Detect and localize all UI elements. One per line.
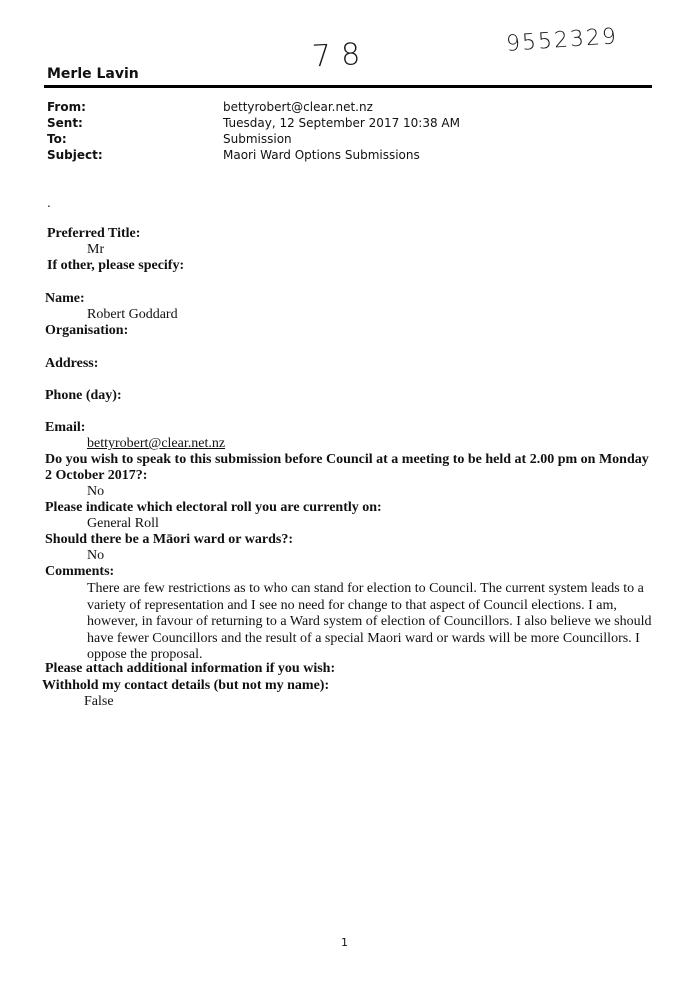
subject-label: Subject: bbox=[47, 148, 103, 162]
sender-name: Merle Lavin bbox=[47, 66, 139, 82]
withhold-value: False bbox=[84, 694, 114, 709]
header-rule bbox=[44, 85, 652, 88]
withhold-label: Withhold my contact details (but not my name): bbox=[42, 678, 330, 693]
comments-text: There are few restrictions as to who can stand for election to Council. The current system leads to a variety of representation and I see no need for change to that aspect of Council elections. I am, however, in favour of returning to a Ward system of election of Councillors. I also believe we should have fewer Councillors and the result of a special Maori ward or wards will be more Councillors. I oppose the proposal. bbox=[87, 581, 652, 662]
stray-dot: . bbox=[47, 196, 51, 210]
sent-value: Tuesday, 12 September 2017 10:38 AM bbox=[223, 116, 460, 130]
speak-label-line2: 2 October 2017?: bbox=[45, 468, 148, 483]
roll-value: General Roll bbox=[87, 516, 159, 531]
preferred-title-value: Mr bbox=[87, 242, 105, 257]
sent-label: Sent: bbox=[47, 116, 83, 130]
speak-label-line1: Do you wish to speak to this submission before Council at a meeting to be held at 2.00 pm on Monday bbox=[45, 452, 649, 467]
if-other-label: If other, please specify: bbox=[47, 258, 185, 273]
email-link[interactable]: bettyrobert@clear.net.nz bbox=[87, 436, 226, 451]
subject-value: Maori Ward Options Submissions bbox=[223, 148, 420, 162]
maori-ward-value: No bbox=[87, 548, 105, 563]
handwritten-number: 78 bbox=[311, 36, 372, 75]
comments-label: Comments: bbox=[45, 564, 115, 579]
phone-label: Phone (day): bbox=[45, 388, 122, 403]
from-label: From: bbox=[47, 100, 86, 114]
to-label: To: bbox=[47, 132, 67, 146]
name-value: Robert Goddard bbox=[87, 307, 178, 322]
attach-label: Please attach additional information if you wish: bbox=[45, 661, 336, 676]
from-value: bettyrobert@clear.net.nz bbox=[223, 100, 373, 114]
roll-label: Please indicate which electoral roll you are currently on: bbox=[45, 500, 382, 515]
preferred-title-label: Preferred Title: bbox=[47, 226, 141, 241]
organisation-label: Organisation: bbox=[45, 323, 129, 338]
email-label: Email: bbox=[45, 420, 86, 435]
address-label: Address: bbox=[45, 356, 99, 371]
speak-value: No bbox=[87, 484, 105, 499]
handwritten-reference: 9552329 bbox=[505, 24, 619, 57]
name-label: Name: bbox=[45, 291, 85, 306]
maori-ward-label: Should there be a Māori ward or wards?: bbox=[45, 532, 293, 547]
page-number: 1 bbox=[341, 936, 348, 949]
to-value: Submission bbox=[223, 132, 292, 146]
